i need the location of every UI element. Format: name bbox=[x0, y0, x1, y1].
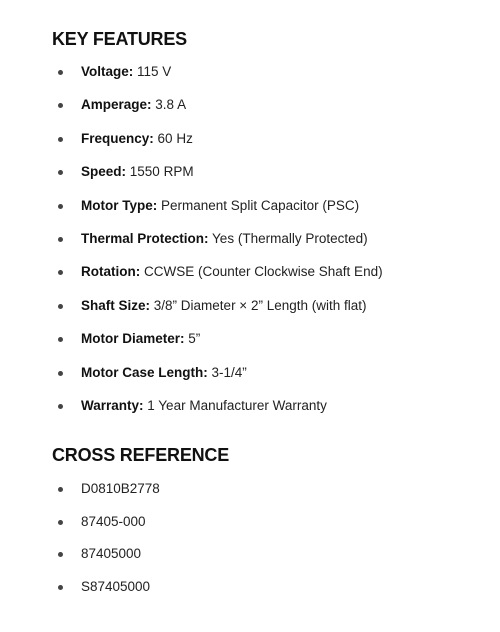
feature-value: 3/8” Diameter × 2” Length (with flat) bbox=[153, 297, 367, 313]
feature-text bbox=[81, 95, 186, 115]
feature-value: 1 Year Manufacturer Warranty bbox=[147, 397, 327, 413]
feature-text bbox=[81, 296, 367, 316]
feature-text bbox=[81, 162, 194, 182]
bullet-icon bbox=[58, 170, 63, 175]
feature-label: Warranty: bbox=[81, 397, 144, 413]
feature-label: Rotation: bbox=[81, 264, 141, 280]
key-features-heading: KEY FEATURES bbox=[52, 29, 187, 49]
feature-label: Thermal Protection: bbox=[81, 230, 209, 246]
feature-value: Yes (Thermally Protected) bbox=[212, 230, 368, 246]
feature-value: 5” bbox=[188, 331, 201, 347]
bullet-icon bbox=[58, 270, 63, 275]
feature-text bbox=[81, 363, 247, 383]
feature-label: Voltage: bbox=[81, 64, 134, 79]
feature-text bbox=[81, 329, 200, 349]
bullet-icon bbox=[58, 404, 63, 409]
feature-text bbox=[81, 262, 383, 282]
feature-value: 115 V bbox=[137, 64, 172, 79]
feature-value: 3-1/4” bbox=[211, 364, 247, 380]
feature-label: Speed: bbox=[81, 164, 127, 180]
bullet-icon bbox=[58, 487, 63, 492]
feature-value: Permanent Split Capacitor (PSC) bbox=[161, 197, 360, 213]
feature-label: Shaft Size: bbox=[81, 297, 151, 313]
cross-reference-part-number: 87405-000 bbox=[81, 513, 146, 529]
cross-reference-part-number: S87405000 bbox=[81, 579, 151, 595]
cross-reference-part-number: D0810B2778 bbox=[81, 481, 160, 496]
bullet-icon bbox=[58, 371, 63, 376]
bullet-icon bbox=[58, 520, 63, 525]
cross-reference-part-number: 87405000 bbox=[81, 546, 142, 562]
feature-text bbox=[81, 229, 368, 249]
feature-value: 60 Hz bbox=[157, 130, 193, 146]
feature-value: CCWSE (Counter Clockwise Shaft End) bbox=[144, 264, 383, 280]
feature-text bbox=[81, 196, 359, 216]
bullet-icon bbox=[58, 304, 63, 309]
bullet-icon bbox=[58, 103, 63, 108]
bullet-icon bbox=[58, 337, 63, 342]
feature-value: 3.8 A bbox=[155, 97, 187, 113]
feature-text bbox=[81, 396, 327, 416]
bullet-icon bbox=[58, 70, 63, 75]
feature-label: Frequency: bbox=[81, 130, 154, 146]
feature-label: Motor Case Length: bbox=[81, 364, 208, 380]
bullet-icon bbox=[58, 137, 63, 142]
cross-reference-heading: CROSS REFERENCE bbox=[52, 445, 230, 465]
feature-text bbox=[81, 129, 193, 149]
feature-value: 1550 RPM bbox=[129, 164, 194, 180]
bullet-icon bbox=[58, 204, 63, 209]
feature-label: Motor Type: bbox=[81, 197, 158, 213]
bullet-icon bbox=[58, 552, 63, 557]
feature-label: Amperage: bbox=[81, 97, 152, 113]
feature-label: Motor Diameter: bbox=[81, 331, 185, 347]
bullet-icon bbox=[58, 585, 63, 590]
bullet-icon bbox=[58, 237, 63, 242]
feature-text bbox=[81, 62, 171, 82]
